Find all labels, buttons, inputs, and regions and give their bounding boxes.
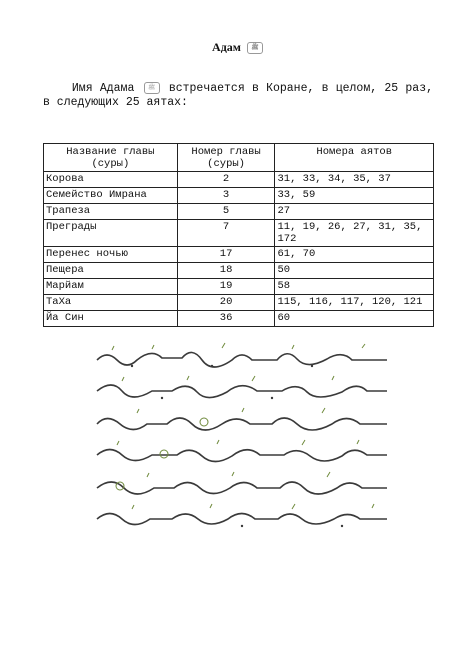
calligraphy-line: [92, 500, 392, 532]
table-row: [44, 295, 434, 311]
sura-name-cell: Марйам: [44, 279, 178, 295]
sura-name-cell: Корова: [44, 172, 178, 188]
ayat-cell: 33, 59: [275, 188, 434, 204]
header-sura-number: Номер главы (суры): [177, 144, 275, 172]
calligraphy-line-graphic: [92, 372, 392, 404]
sura-name-cell: ТаХа: [44, 295, 178, 311]
calligraphy-line: [92, 468, 392, 500]
table-row: [44, 311, 434, 327]
ayat-cell: 115, 116, 117, 120, 121: [275, 295, 434, 311]
ayat-cell: 61, 70: [275, 247, 434, 263]
table-row: [44, 247, 434, 263]
sura-number-cell: 18: [177, 263, 275, 279]
sura-number-cell: 19: [177, 279, 275, 295]
sura-number-cell: 36: [177, 311, 275, 327]
calligraphy-line-graphic: [92, 404, 392, 436]
sura-name-cell: Трапеза: [44, 204, 178, 220]
sura-number-cell: 7: [177, 220, 275, 247]
calligraphy-line-graphic: [92, 468, 392, 500]
calligraphy-line-graphic: [92, 340, 392, 372]
sura-name-cell: Перенес ночью: [44, 247, 178, 263]
sura-number-cell: 2: [177, 172, 275, 188]
calligraphy-line: [92, 372, 392, 404]
table-row: [44, 204, 434, 220]
intro-text-end: встречается в Коране, в целом, 25 раз, в следующих 25 аятах:: [43, 82, 433, 110]
table-row: [44, 279, 434, 295]
sura-number-cell: 3: [177, 188, 275, 204]
quran-calligraphy-image: [92, 340, 392, 530]
table-header-row: [44, 144, 434, 172]
ayat-cell: 58: [275, 279, 434, 295]
ayat-cell: 60: [275, 311, 434, 327]
ayat-cell: 27: [275, 204, 434, 220]
table-row: [44, 220, 434, 247]
ayat-cell: 11, 19, 26, 27, 31, 35, 172: [275, 220, 434, 247]
ayat-cell: 31, 33, 34, 35, 37: [275, 172, 434, 188]
title-text: Адам: [212, 40, 241, 54]
calligraphy-line-graphic: [92, 500, 392, 532]
sura-name-cell: Семейство Имрана: [44, 188, 178, 204]
sura-number-cell: 20: [177, 295, 275, 311]
calligraphy-line-graphic: [92, 436, 392, 468]
intro-paragraph: [43, 82, 433, 110]
table-row: [44, 172, 434, 188]
page-title: [0, 40, 475, 55]
header-sura-name: Название главы (суры): [44, 144, 178, 172]
honorific-glyph-icon: ﷺ: [144, 82, 160, 94]
sura-name-cell: Пещера: [44, 263, 178, 279]
ayat-cell: 50: [275, 263, 434, 279]
calligraphy-line: [92, 340, 392, 372]
sura-name-cell: Йа Син: [44, 311, 178, 327]
intro-text-start: Имя Адама: [71, 82, 135, 96]
table-row: [44, 188, 434, 204]
calligraphy-line: [92, 436, 392, 468]
honorific-glyph-icon: ﷺ: [247, 42, 263, 54]
sura-number-cell: 17: [177, 247, 275, 263]
sura-number-cell: 5: [177, 204, 275, 220]
header-ayat-numbers: Номера аятов: [275, 144, 434, 172]
calligraphy-line: [92, 404, 392, 436]
sura-name-cell: Преграды: [44, 220, 178, 247]
table-row: [44, 263, 434, 279]
ayat-table: [43, 143, 434, 327]
